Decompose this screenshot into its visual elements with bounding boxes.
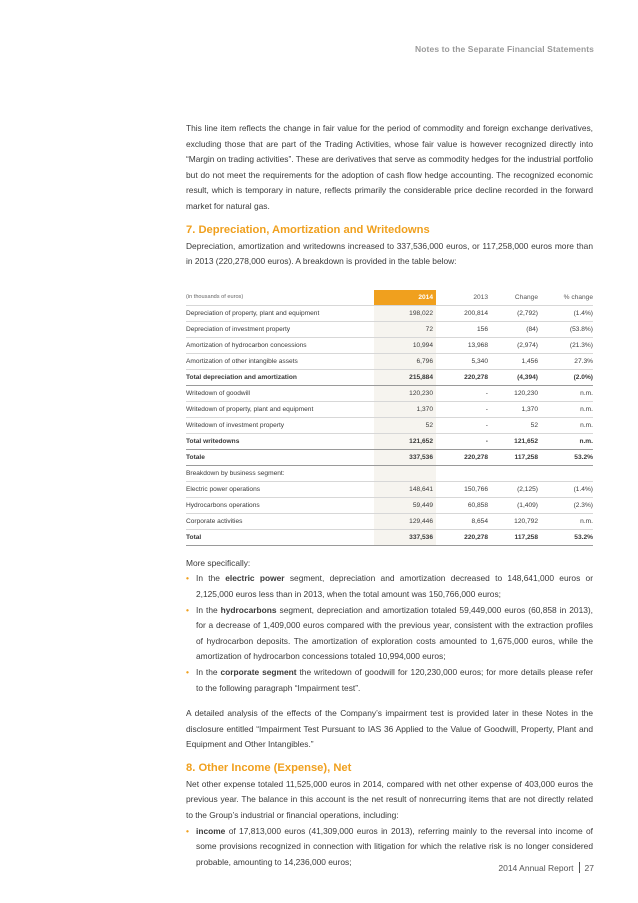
cell-2014: 6,796 [374,353,436,369]
cell-label: Amortization of other intangible assets [186,353,374,369]
cell-pct-change: (1.4%) [538,481,593,497]
cell-label: Totale [186,449,374,465]
cell-change: (4,394) [488,369,538,385]
cell-pct-change: n.m. [538,513,593,529]
cell-change: (2,974) [488,337,538,353]
cell-label: Amortization of hydrocarbon concessions [186,337,374,353]
table-row [186,321,593,337]
segment-bullets [186,571,593,696]
bullet-hydrocarbons: • In the hydrocarbons segment, depreciation and amortization totaled 59,449,000 euros (60,858 in 2013), for a decrease of 1,409,000 euros compared with the previous year, consistent with the extraction profiles of hydrocarbon deposits. The amortization of exploration costs amounted to 1,675,000 euros, while the amortization of hydrocarbon concessions totaled 10,994,000 euros; [186,604,593,662]
orange-bullet-icon: • [186,604,189,615]
cell-2014: 215,884 [374,369,436,385]
cell-change: (2,792) [488,305,538,321]
cell-2014: 59,449 [374,497,436,513]
header-cell-label: (in thousands of euros) [186,290,374,306]
cell-pct-change [538,465,593,481]
cell-2013: - [436,385,488,401]
orange-bullet-icon: • [186,573,189,584]
section-8-text: Net other expense totaled 11,525,000 euros in 2014, compared with net other expense of 403,000 euros the previous year. The balance in this account is the net result of nonrecurring items that are not directly related to the Group’s industrial or financial operations, including: [186,778,593,821]
cell-pct-change: (21.3%) [538,337,593,353]
cell-change: 120,792 [488,513,538,529]
cell-pct-change: (2.3%) [538,497,593,513]
page-number: 27 [584,862,594,873]
report-name: 2014 Annual Report [498,862,574,873]
cell-label: Total depreciation and amortization [186,369,374,385]
cell-label: Depreciation of property, plant and equipment [186,305,374,321]
cell-pct-change: (2.0%) [538,369,593,385]
cell-2014: 129,446 [374,513,436,529]
cell-2014: 337,536 [374,529,436,545]
cell-2013: 13,968 [436,337,488,353]
section-7-text: Depreciation, amortization and writedowns increased to 337,536,000 euros, or 117,258,000 euros more than in 2013 (220,278,000 euros). A breakdown is provided in the table below: [186,240,593,267]
cell-2013: - [436,401,488,417]
cell-2013: 8,654 [436,513,488,529]
cell-label: Total [186,529,374,545]
table-row [186,305,593,321]
footer-divider [579,862,580,873]
cell-pct-change: (1.4%) [538,305,593,321]
cell-change: 117,258 [488,449,538,465]
cell-2014: 10,994 [374,337,436,353]
header-cell-change: Change [488,290,538,306]
bullet-corporate: • In the corporate segment the writedown of goodwill for 120,230,000 euros; for more details please refer to the following paragraph “Impairment test”. [186,666,593,693]
header-cell-pct-change: % change [538,290,593,306]
section-8-heading: 8. Other Income (Expense), Net [186,761,352,774]
depreciation-table [186,290,593,546]
cell-change: (2,125) [488,481,538,497]
cell-change: 117,258 [488,529,538,545]
header-cell-2014: 2014 [374,290,436,306]
cell-2013: 220,278 [436,449,488,465]
table-row [186,401,593,417]
cell-change: 120,230 [488,385,538,401]
more-specifically-lead: More specifically: [186,557,251,568]
cell-change: 52 [488,417,538,433]
table-row [186,497,593,513]
cell-label: Writedown of investment property [186,417,374,433]
impairment-paragraph: A detailed analysis of the effects of the Company’s impairment test is provided later in these Notes in the disclosure entitled “Impairment Test Pursuant to IAS 36 Applied to the Value of Goodwill, Property, Plant and Equipment and Other Intangibles.” [186,708,593,750]
cell-change: 121,652 [488,433,538,449]
cell-label: Depreciation of investment property [186,321,374,337]
cell-2013: 5,340 [436,353,488,369]
table-row [186,481,593,497]
intro-paragraph: This line item reflects the change in fair value for the period of commodity and foreign exchange derivatives, excluding those that are part of the Trading Activities, whose fair value is however recognized directly into “Margin on trading activities”. These are derivatives that serve as commodity hedges for the industrial portfolio but do not meet the requirements for the adoption of cash flow hedge accounting. The recognized economic result, which is temporary in nature, reflects primarily the considerable price decline recorded in the forward market for natural gas. [186,123,593,211]
cell-pct-change: (53.8%) [538,321,593,337]
page-footer [498,862,594,873]
table-row [186,337,593,353]
orange-bullet-icon: • [186,825,189,836]
cell-2013: - [436,433,488,449]
table-row [186,417,593,433]
cell-2013: 156 [436,321,488,337]
cell-pct-change: n.m. [538,433,593,449]
cell-change: (84) [488,321,538,337]
table-row [186,513,593,529]
orange-bullet-icon: • [186,666,189,677]
table-row [186,353,593,369]
table-row [186,465,593,481]
cell-2013: 60,858 [436,497,488,513]
cell-pct-change: n.m. [538,417,593,433]
bullet-electric-power: • In the electric power segment, depreciation and amortization decreased to 148,641,000 euros or 2,125,000 euros less than in 2013, when the total amount was 150,766,000 euros; [186,573,593,599]
table-total-row [186,433,593,449]
header-cell-2013: 2013 [436,290,488,306]
cell-change: 1,370 [488,401,538,417]
section-7-heading: 7. Depreciation, Amortization and Writedowns [186,223,430,236]
cell-2014: 198,022 [374,305,436,321]
cell-pct-change: n.m. [538,401,593,417]
cell-change [488,465,538,481]
bullet-income: • income of 17,813,000 euros (41,309,000 euros in 2013), referring mainly to the reversal into income of some provisions recognized in connection with litigation for which the relative risk is no longer considered probable, amounting to 14,236,000 euros; [186,825,593,867]
cell-label: Breakdown by business segment: [186,465,374,481]
cell-label: Electric power operations [186,481,374,497]
page-content [186,121,593,870]
cell-change: 1,456 [488,353,538,369]
cell-2013: 220,278 [436,369,488,385]
cell-2013: - [436,417,488,433]
cell-label: Total writedowns [186,433,374,449]
cell-label: Corporate activities [186,513,374,529]
cell-2014: 72 [374,321,436,337]
cell-2013: 150,766 [436,481,488,497]
table-total-row [186,449,593,465]
cell-2014: 148,641 [374,481,436,497]
cell-label: Writedown of property, plant and equipment [186,401,374,417]
cell-2013: 220,278 [436,529,488,545]
table-total-row [186,369,593,385]
cell-2014: 337,536 [374,449,436,465]
table-total-row [186,529,593,545]
table-row [186,385,593,401]
cell-2013: 200,814 [436,305,488,321]
cell-label: Hydrocarbons operations [186,497,374,513]
cell-pct-change: 53.2% [538,449,593,465]
cell-pct-change: 53.2% [538,529,593,545]
cell-label: Writedown of goodwill [186,385,374,401]
cell-2014: 52 [374,417,436,433]
cell-pct-change: 27.3% [538,353,593,369]
cell-2014: 1,370 [374,401,436,417]
table-header-row [186,290,593,306]
cell-2014: 120,230 [374,385,436,401]
running-header: Notes to the Separate Financial Statements [415,44,594,54]
cell-change: (1,409) [488,497,538,513]
cell-pct-change: n.m. [538,385,593,401]
cell-2013 [436,465,488,481]
cell-2014 [374,465,436,481]
cell-2014: 121,652 [374,433,436,449]
